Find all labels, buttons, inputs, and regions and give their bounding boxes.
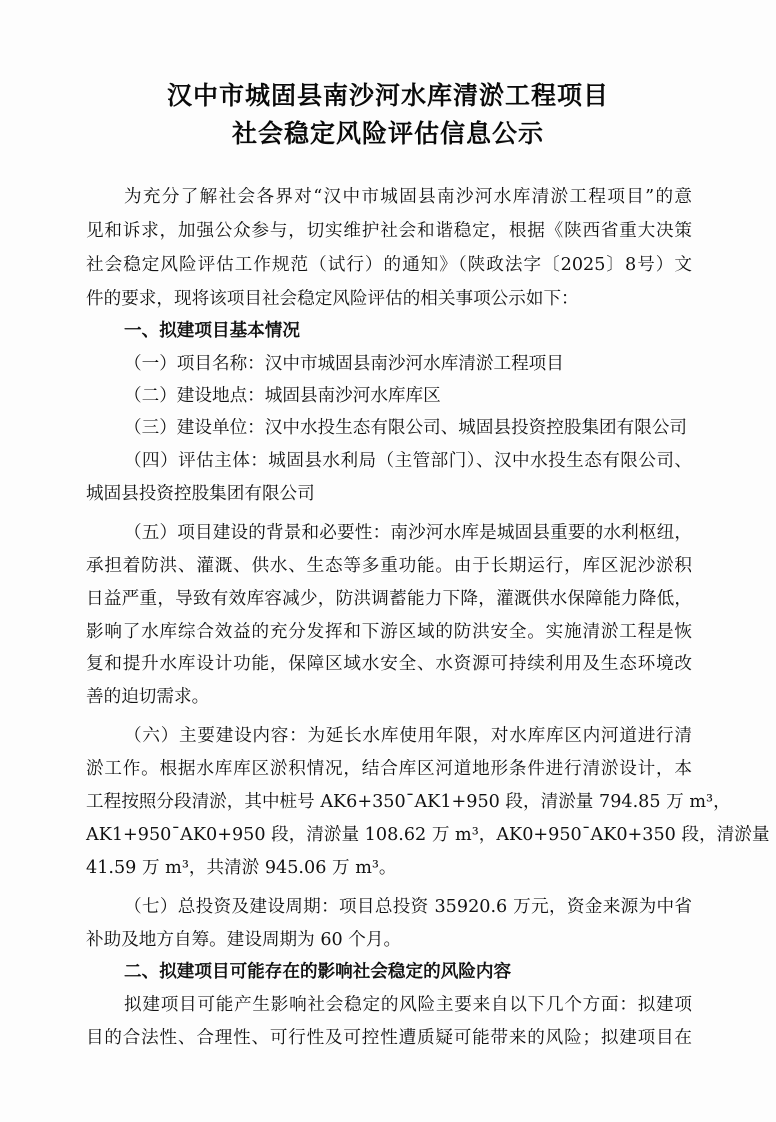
paragraph-line: 善的迫切需求。	[86, 687, 210, 707]
document-title-line-2: 社会稳定风险评估信息公示	[231, 119, 544, 148]
item-builder: （三）建设单位：汉中水投生态有限公司、城固县投资控股集团有限公司	[124, 418, 688, 438]
paragraph-line: 为充分了解社会各界对“汉中市城固县南沙河水库清淤工程项目”的意	[124, 187, 692, 207]
paragraph-line: 淤工作。根据水库库区淤积情况，结合库区河道地形条件进行清淤设计，本	[86, 759, 692, 779]
document-title-line-1: 汉中市城固县南沙河水库清淤工程项目	[166, 81, 609, 110]
paragraph-line: （五）项目建设的背景和必要性：南沙河水库是城固县重要的水利枢纽，	[124, 523, 692, 543]
paragraph-line: 承担着防洪、灌溉、供水、生态等多重功能。由于长期运行，库区泥沙淤积	[86, 556, 692, 576]
section-heading-2: 二、拟建项目可能存在的影响社会稳定的风险内容	[124, 962, 512, 982]
paragraph-line: 41.59 万 m³，共清淤 945.06 万 m³。	[86, 858, 397, 878]
paragraph-line: 日益严重，导致有效库容减少，防洪调蓄能力下降，灌溉供水保障能力降低，	[86, 589, 692, 609]
item-location: （二）建设地点：城固县南沙河水库库区	[124, 386, 441, 406]
paragraph-line: 见和诉求，加强公众参与，切实维护社会和谐稳定，根据《陕西省重大决策	[86, 221, 692, 241]
paragraph-line: 拟建项目可能产生影响社会稳定的风险主要来自以下几个方面：拟建项	[124, 995, 692, 1015]
item-assessor-continued: 城固县投资控股集团有限公司	[86, 484, 315, 504]
paragraph-line: 补助及地方自筹。建设周期为 60 个月。	[86, 930, 402, 950]
paragraph-line: 工程按照分段清淤，其中桩号 AK6+350¯AK1+950 段，清淤量 794.85 万 m³，	[86, 792, 731, 812]
paragraph-line: 影响了水库综合效益的充分发挥和下游区域的防洪安全。实施清淤工程是恢	[86, 622, 692, 642]
paragraph-line: （七）总投资及建设周期：项目总投资 35920.6 万元，资金来源为中省	[124, 897, 692, 917]
paragraph-line: 件的要求，现将该项目社会稳定风险评估的相关事项公示如下：	[86, 289, 579, 309]
paragraph-line: 目的合法性、合理性、可行性及可控性遭质疑可能带来的风险；拟建项目在	[86, 1028, 692, 1048]
item-project-name: （一）项目名称：汉中市城固县南沙河水库清淤工程项目	[124, 354, 564, 374]
paragraph-line: 社会稳定风险评估工作规范（试行）的通知》（陕政法字〔2025〕8号）文	[86, 255, 692, 275]
paragraph-line: （六）主要建设内容：为延长水库使用年限，对水库库区内河道进行清	[124, 726, 692, 746]
paragraph-line: 复和提升水库设计功能，保障区域水安全、水资源可持续利用及生态环境改	[86, 654, 692, 674]
item-assessor: （四）评估主体：城固县水利局（主管部门）、汉中水投生态有限公司、	[124, 451, 692, 471]
section-heading-1: 一、拟建项目基本情况	[124, 321, 300, 341]
paragraph-line: AK1+950¯AK0+950 段，清淤量 108.62 万 m³，AK0+950¯AK0+350 段，清淤量	[86, 825, 770, 845]
